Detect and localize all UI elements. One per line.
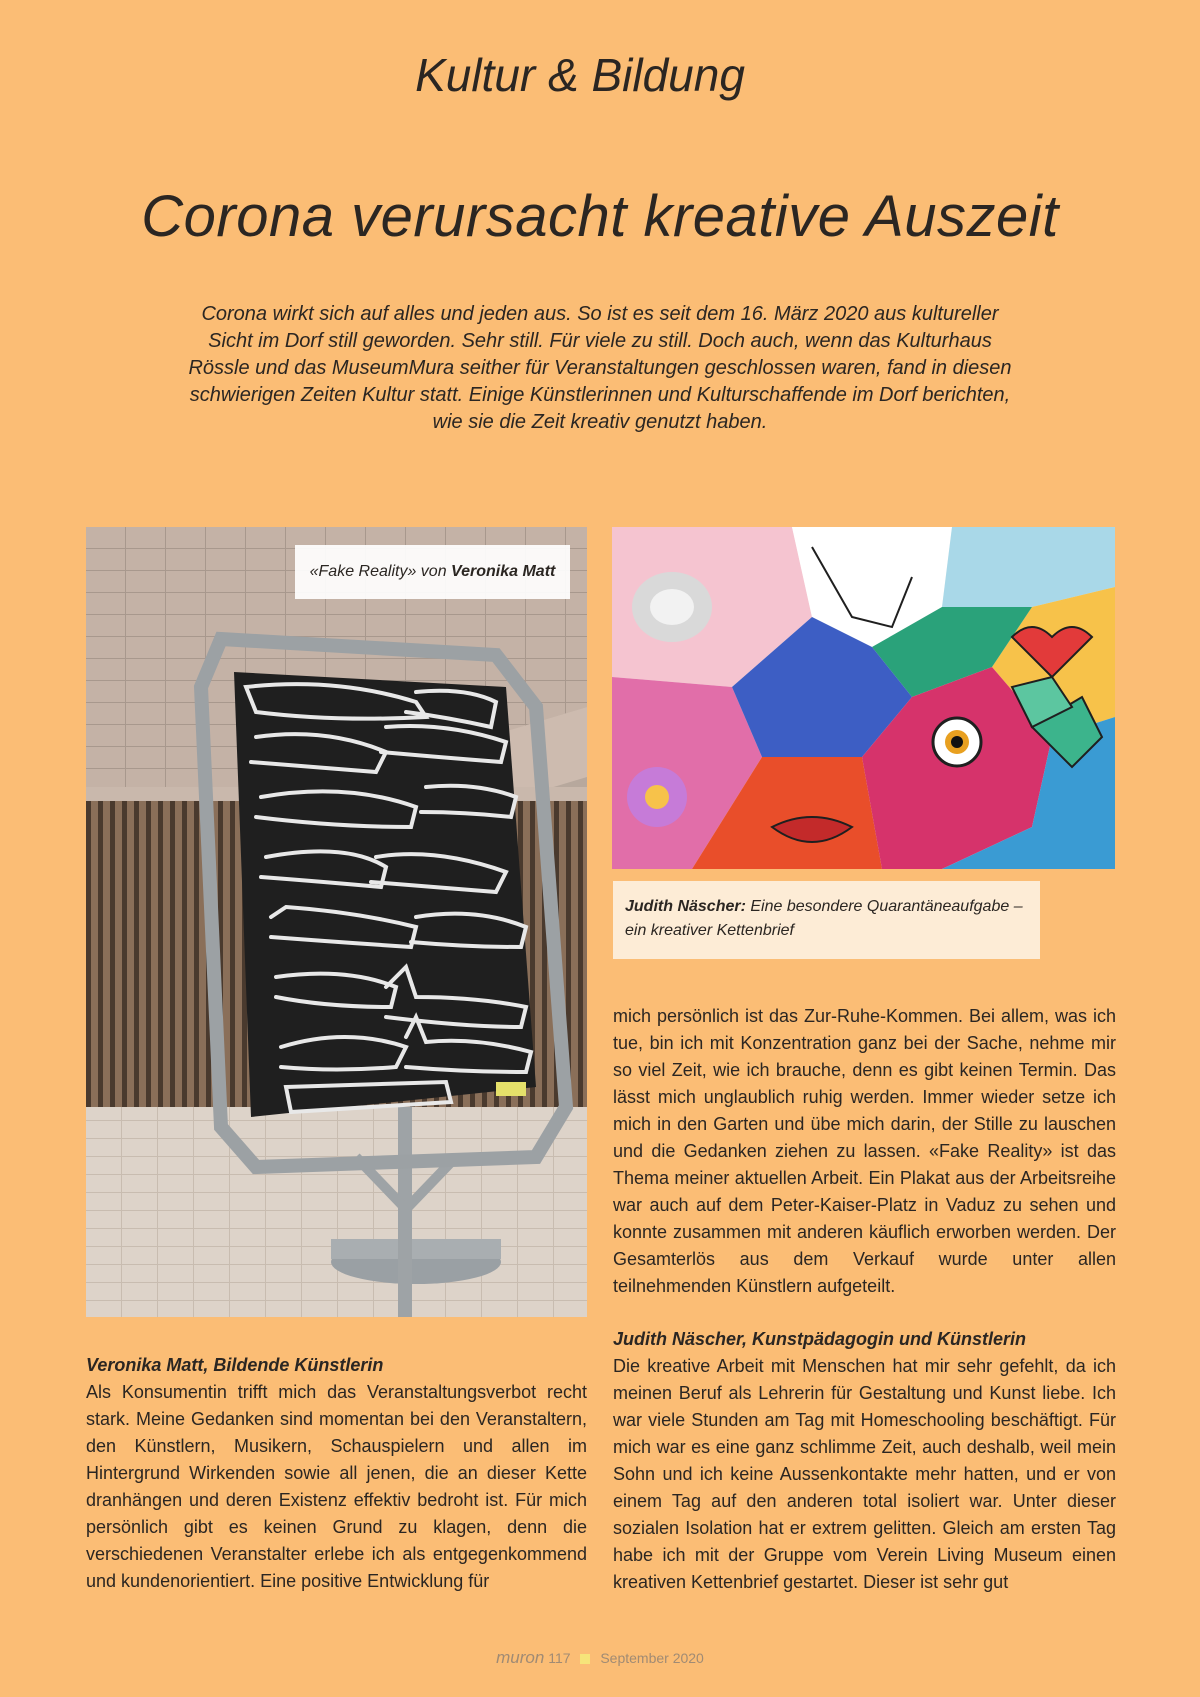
lead-line: Rössle und das MuseumMura seither für Veranstaltungen geschlossen waren, fand in diesen <box>188 357 1012 379</box>
caption-fake-reality <box>295 545 570 599</box>
magazine-brand: muron <box>496 1648 545 1667</box>
lead-line: Corona wirkt sich auf alles und jeden aus. So ist es seit dem 16. März 2020 aus kultureller <box>201 303 999 325</box>
caption-kettenbrief <box>613 881 1040 959</box>
section-title: Kultur & Bildung <box>415 49 745 101</box>
page-footer <box>0 1648 1200 1668</box>
caption-artist: Veronika Matt <box>451 563 556 580</box>
caption-prefix: «Fake Reality» von <box>309 563 452 580</box>
photo-fake-reality <box>86 527 587 1317</box>
author-heading: Judith Näscher, Kunstpädagogin und Künstlerin <box>613 1329 1027 1349</box>
kettenbrief-artwork <box>612 527 1115 869</box>
issue-date: September 2020 <box>600 1650 704 1666</box>
issue-number: 117 <box>548 1650 571 1666</box>
square-icon <box>580 1654 590 1664</box>
lead-line: Sicht im Dorf still geworden. Sehr still. Für viele zu still. Doch auch, wenn das Kulturhaus <box>208 330 992 352</box>
lead-line: wie sie die Zeit kreativ genutzt haben. <box>432 411 768 433</box>
caption-text: Eine besondere Quarantäneaufgabe – ein kreativer Kettenbrief <box>625 898 1023 939</box>
body-text: mich persönlich ist das Zur-Ruhe-Kommen. Bei allem, was ich tue, bin ich mit Konzentration ganz bei der Sache, nehme mir so viel Zeit, wie ich brauche, denn es gibt keinen Termin. Das lässt mich unglaublich ruhig werden. Immer wieder setze ich mich in den Garten und übe mich darin, der Stille zu lauschen und die Gedanken ziehen zu lassen. «Fake Reality» ist das Thema meiner aktuellen Arbeit. Ein Plakat aus der Arbeitsreihe war auch auf dem Peter-Kaiser-Platz in Vaduz zu sehen und konnte zusammen mit anderen käuflich erworben werden. Der Gesamterlös aus dem Verkauf wurde unter allen teilnehmenden Künstlern aufgeteilt. <box>613 1006 1116 1296</box>
caption-artist: Judith Näscher: <box>625 898 746 915</box>
fake-reality-illustration <box>86 527 587 1317</box>
column-judith-naescher <box>613 1326 1116 1596</box>
photo-kettenbrief <box>612 527 1115 869</box>
lead-paragraph <box>150 301 1050 436</box>
column-veronika-matt <box>86 1352 587 1595</box>
column-continued <box>613 1003 1116 1300</box>
headline: Corona verursacht kreative Auszeit <box>141 184 1059 249</box>
body-text: Als Konsumentin trifft mich das Veranstaltungsverbot recht stark. Meine Gedanken sind momentan bei den Veranstaltern, den Künstlern, Musikern, Schauspielern und allen im Hintergrund Wirkenden sowie all jenen, die an dieser Kette dranhängen und deren Existenz effektiv bedroht ist. Für mich persönlich gibt es keinen Grund zu klagen, denn die verschiedenen Veranstalter erlebe ich als entgegenkommend und kundenorientiert. Eine positive Entwicklung für <box>86 1382 587 1591</box>
lead-line: schwierigen Zeiten Kultur statt. Einige Künstlerinnen und Kulturschaffende im Dorf berichten, <box>189 384 1011 406</box>
body-text: Die kreative Arbeit mit Menschen hat mir sehr gefehlt, da ich meinen Beruf als Lehrerin für Gestaltung und Kunst liebe. Ich war viele Stunden am Tag mit Homeschooling beschäftigt. Für mich war es eine ganz schlimme Zeit, auch deshalb, weil mein Sohn und ich keine Aussenkontakte mehr hatten, und er von einem Tag auf den anderen total isoliert war. Unter dieser sozialen Isolation hat er extrem gelitten. Gleich am ersten Tag habe ich mit der Gruppe vom Verein Living Museum einen kreativen Kettenbrief gestartet. Dieser ist sehr gut <box>613 1356 1116 1592</box>
author-heading: Veronika Matt, Bildende Künstlerin <box>86 1355 384 1375</box>
